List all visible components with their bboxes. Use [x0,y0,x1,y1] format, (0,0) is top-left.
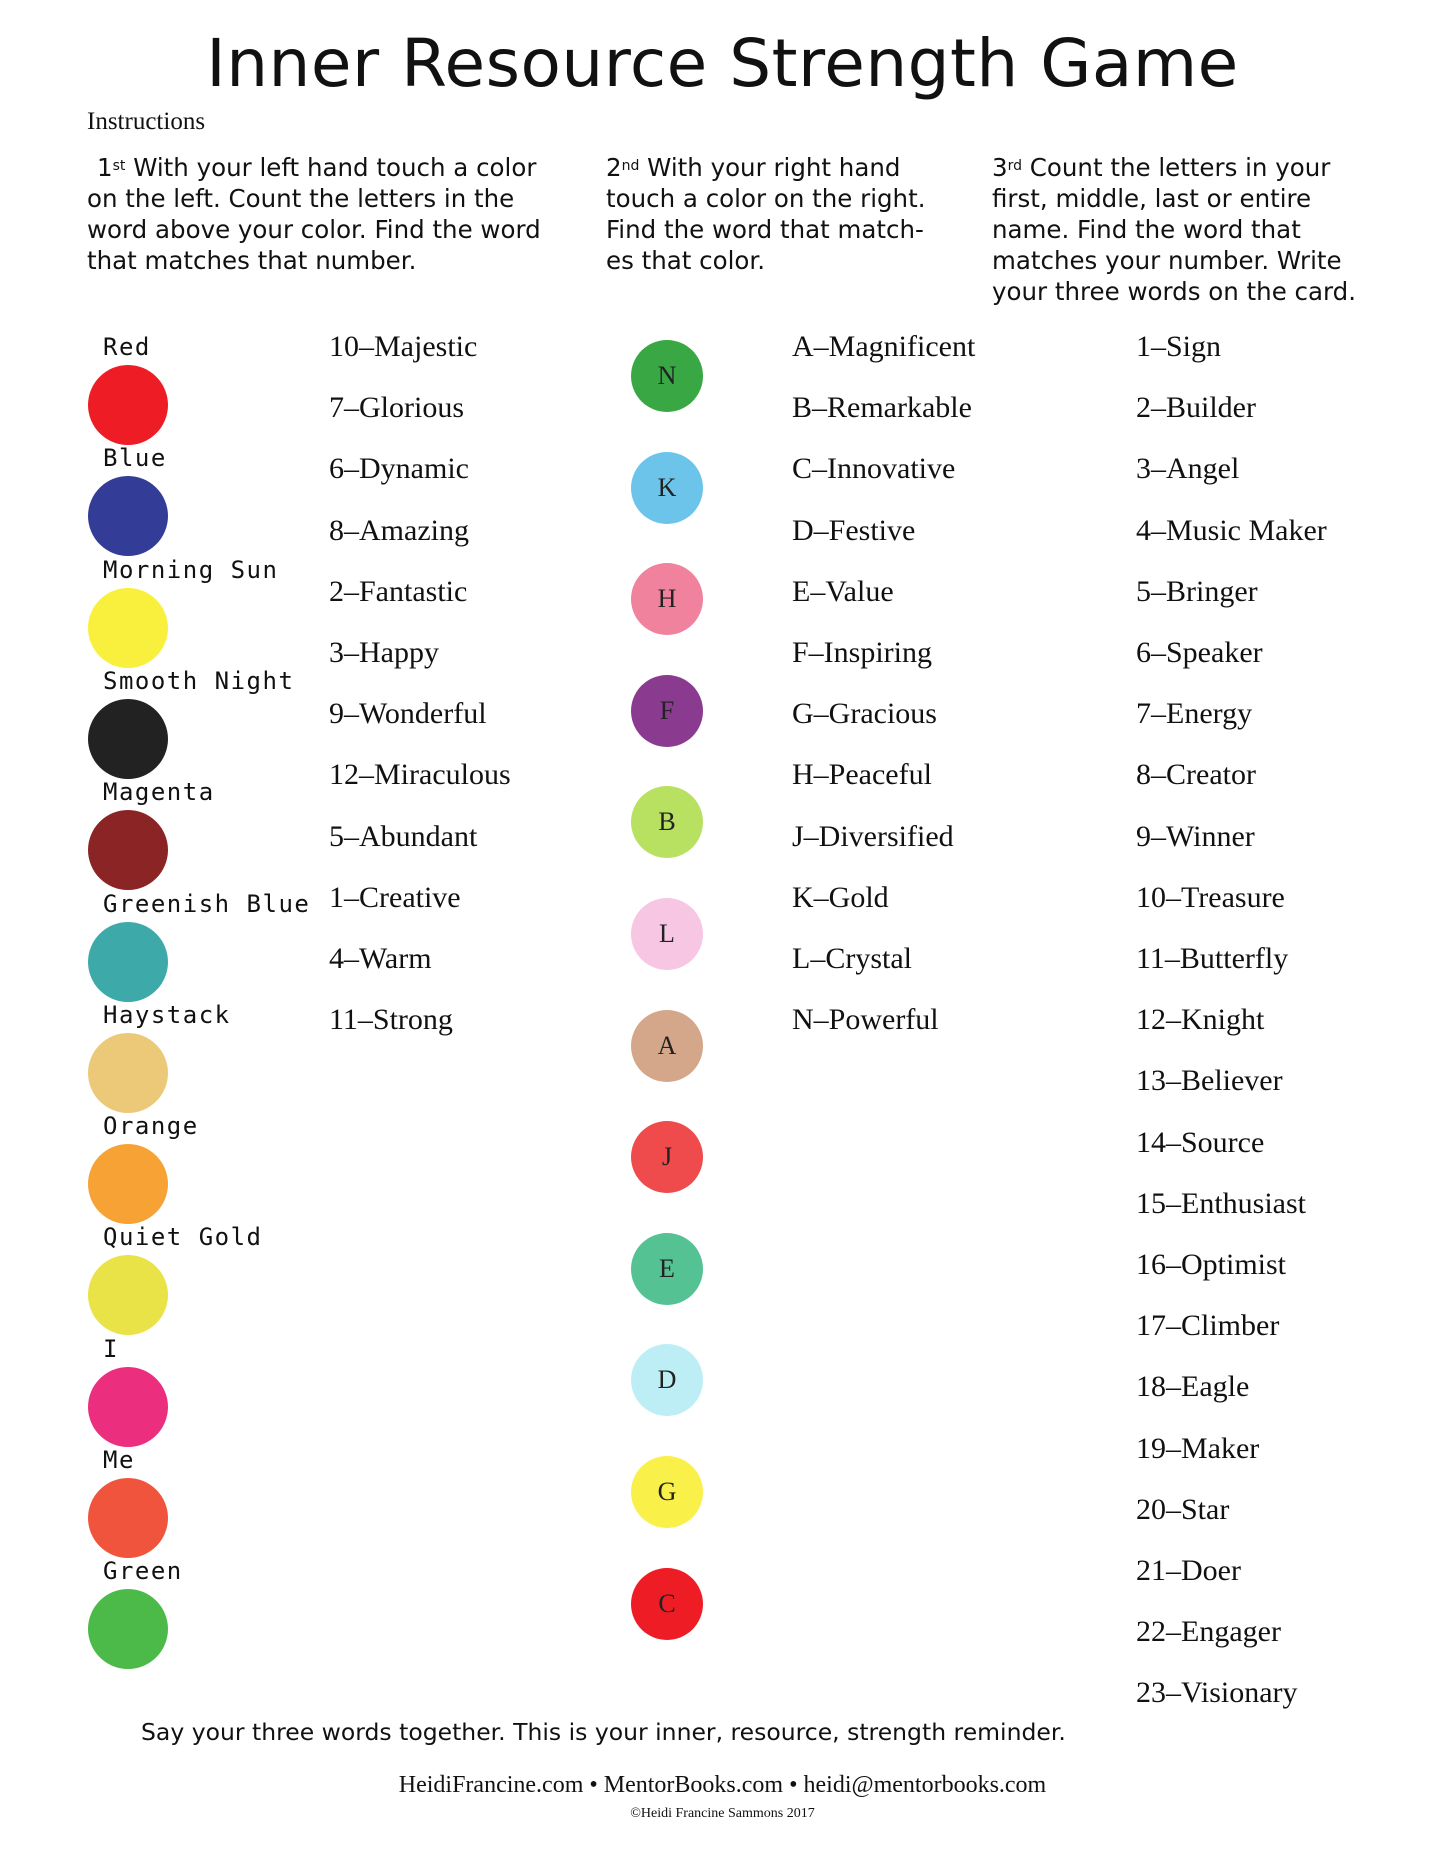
number-word: 7–Glorious [329,391,464,425]
color-dot[interactable] [88,1478,168,1558]
dot-letter: H [657,584,677,614]
page-title: Inner Resource Strength Game [206,25,1239,102]
letter-dot[interactable] [631,675,703,747]
dot-letter: C [658,1588,676,1618]
number-word: 3–Happy [329,636,439,669]
color-dot[interactable] [88,1367,168,1447]
letter-dot[interactable] [631,1233,703,1305]
number-word: 11–Strong [329,1003,453,1037]
name-word: 1–Sign [1136,330,1222,363]
dot-letter: N [657,361,677,390]
number-word: 12–Miraculous [329,758,511,792]
letter-word: N–Powerful [792,1003,939,1037]
color-dot[interactable] [88,810,168,890]
copyright: ©Heidi Francine Sammons 2017 [630,1806,815,1821]
letter-dot[interactable] [631,1568,703,1640]
name-word: 6–Speaker [1136,636,1263,669]
name-word: 3–Angel [1136,452,1240,486]
step-ordinal: 3 [992,153,1008,182]
dot-letter: E [659,1253,675,1283]
color-label: Smooth Night [103,666,295,695]
letter-word: K–Gold [792,880,889,914]
color-label: Red [103,333,151,361]
name-word: 10–Treasure [1136,880,1285,914]
color-dot[interactable] [88,365,168,445]
letter-word: B–Remarkable [792,391,972,425]
letter-word: F–Inspiring [792,636,933,669]
color-label: Blue [103,444,167,473]
footer-links: HeidiFrancine.com • MentorBooks.com • heidi@mentorbooks.com [398,1772,1047,1798]
number-word: 5–Abundant [329,819,478,853]
color-label: Magenta [103,778,215,807]
dot-letter: F [659,695,675,725]
name-word: 4–Music Maker [1136,513,1327,547]
step-3 [992,151,1387,307]
step-1 [87,151,557,276]
instructions-heading: Instructions [87,108,206,135]
letter-dot[interactable] [631,452,703,524]
reminder-text: Say your three words together. This is your inner, resource, strength reminder. [141,1718,1066,1746]
letter-dot[interactable] [631,563,703,635]
dot-letter: D [657,1365,677,1395]
color-label: Orange [103,1112,199,1141]
color-dot[interactable] [88,1144,168,1224]
step-text: With your right hand touch a color on the right. Find the word that match-es that color. [606,153,926,275]
number-word: 6–Dynamic [329,452,469,486]
letter-dot[interactable] [631,1344,703,1416]
color-dot[interactable] [88,1255,168,1335]
color-label: I [103,1334,119,1363]
step-suffix: nd [621,158,640,174]
color-dot[interactable] [88,699,168,779]
name-word: 21–Doer [1136,1554,1241,1587]
color-dot[interactable] [88,588,168,668]
step-ordinal: 2 [606,153,622,182]
name-word: 13–Believer [1136,1064,1283,1098]
name-word: 5–Bringer [1136,574,1258,608]
name-word: 7–Energy [1136,697,1253,731]
name-word: 14–Source [1136,1125,1265,1159]
letter-dot[interactable] [631,898,703,970]
letter-word: H–Peaceful [792,758,932,792]
number-word: 10–Majestic [329,330,478,363]
letter-word: D–Festive [792,513,916,547]
letter-dot[interactable] [631,786,703,858]
name-word: 16–Optimist [1136,1248,1287,1281]
name-word: 9–Winner [1136,819,1255,853]
name-word: 8–Creator [1136,758,1256,792]
step-text: Count the letters in your first, middle, last or entire name. Find the word that matches your number. Write your three words on the card. [992,153,1357,306]
dot-letter: J [661,1142,673,1172]
name-word: 23–Visionary [1136,1676,1298,1710]
name-word: 20–Star [1136,1492,1230,1526]
color-label: Quiet Gold [103,1223,263,1252]
number-word: 8–Amazing [329,513,469,547]
step-suffix: rd [1007,158,1022,174]
name-word: 22–Engager [1136,1615,1281,1649]
letter-dot[interactable] [631,340,703,412]
number-word: 1–Creative [329,880,461,914]
dot-letter: K [657,472,677,502]
name-word: 2–Builder [1136,391,1256,425]
color-dot[interactable] [88,922,168,1002]
letter-word: C–Innovative [792,452,956,486]
color-label: Me [103,1446,135,1474]
dot-letter: G [657,1477,677,1506]
number-word: 4–Warm [329,942,432,975]
color-dot[interactable] [88,1033,168,1113]
letter-dot[interactable] [631,1010,703,1082]
color-label: Haystack [103,1000,231,1029]
name-word: 18–Eagle [1136,1370,1250,1404]
name-word: 12–Knight [1136,1003,1265,1037]
dot-letter: L [659,919,675,948]
name-word: 11–Butterfly [1136,942,1289,975]
step-suffix: st [112,158,126,174]
color-label: Greenish Blue [103,889,311,918]
name-word: 19–Maker [1136,1431,1260,1465]
color-label: Green [103,1557,183,1586]
letter-dot[interactable] [631,1121,703,1193]
dot-letter: B [658,807,676,837]
dot-letter: A [657,1030,677,1060]
letter-word: J–Diversified [792,819,954,853]
name-word: 15–Enthusiast [1136,1186,1306,1220]
number-word: 9–Wonderful [329,697,487,731]
color-dot[interactable] [88,1589,168,1669]
letter-word: G–Gracious [792,697,937,731]
color-dot[interactable] [88,476,168,556]
letter-word: L–Crystal [792,942,912,975]
step-ordinal: 1 [97,153,113,182]
letter-dot[interactable] [631,1456,703,1528]
step-2 [606,151,951,276]
name-word: 17–Climber [1136,1309,1280,1343]
letter-word: E–Value [792,574,894,608]
step-text: With your left hand touch a color on the left. Count the letters in the word above your color. Find the word that matches that number. [87,153,541,275]
number-word: 2–Fantastic [329,574,468,608]
color-label: Morning Sun [103,555,279,584]
letter-word: A–Magnificent [792,330,976,363]
